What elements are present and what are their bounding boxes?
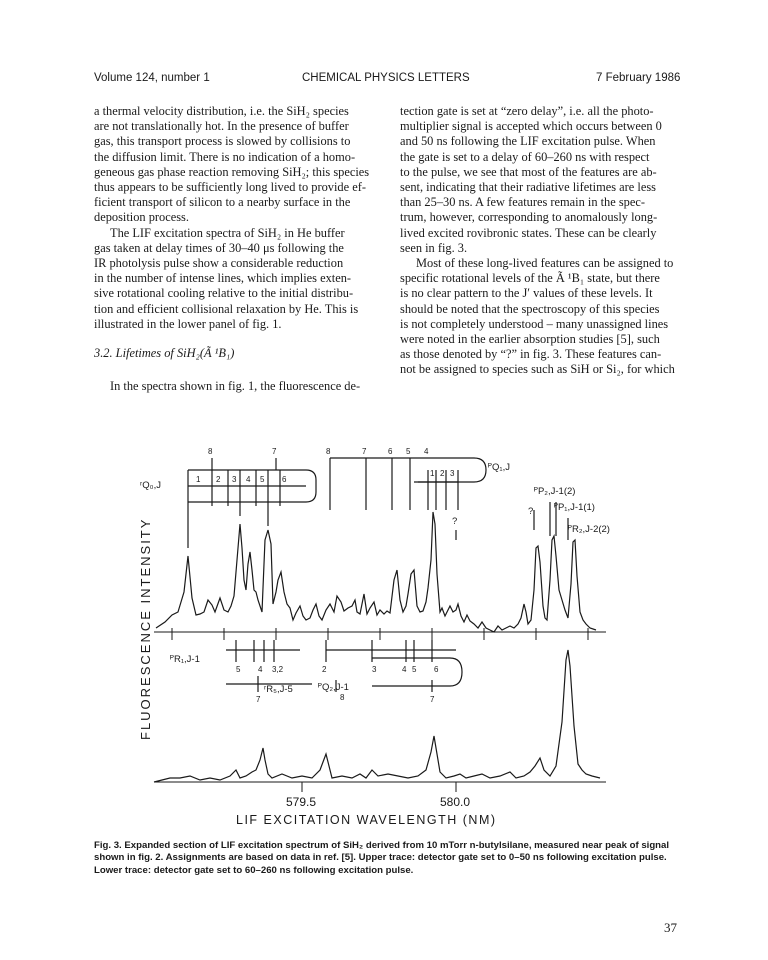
svg-text:2: 2 — [322, 665, 327, 674]
pp1-label: ᴾP₁,J-1(1) — [554, 502, 595, 513]
svg-text:3: 3 — [232, 475, 237, 484]
svg-text:5: 5 — [406, 447, 411, 456]
single-assignment-bars — [456, 502, 568, 540]
svg-text:2: 2 — [216, 475, 221, 484]
right-paragraph-2: Most of these long-lived features can be assigned to specific rotational levels of the Ã ¹B₁ state, but there is no clear pattern to the J′ values of these levels. It should be noted that the spectroscopy of this species is not completely understood – many unassigned lines were noted in the earlier absorption studies [5], such as those denoted by “?” in fig. 3. These features can- not be assigned to species such as SiH or Si₂, for which — [400, 256, 675, 377]
left-paragraph-3: In the spectra shown in fig. 1, the fluorescence de- — [110, 379, 361, 394]
pq-label: ᴾQ₁,J — [488, 462, 510, 473]
page-number: 37 — [664, 920, 677, 935]
svg-text:8: 8 — [340, 693, 345, 702]
volume-info: Volume 124, number 1 — [94, 72, 210, 84]
svg-text:4: 4 — [424, 447, 429, 456]
svg-text:7: 7 — [362, 447, 367, 456]
lower-spectrum-trace — [154, 650, 600, 782]
journal-name: CHEMICAL PHYSICS LETTERS — [302, 72, 470, 84]
question-mark-2: ? — [528, 506, 534, 517]
svg-text:1: 1 — [196, 475, 201, 484]
svg-text:2: 2 — [440, 469, 445, 478]
svg-text:4: 4 — [402, 665, 407, 674]
x-axis-label: LIF EXCITATION WAVELENGTH (NM) — [236, 813, 497, 827]
svg-text:5: 5 — [236, 665, 241, 674]
rq-label: ʳQ₀,J — [140, 480, 161, 491]
left-paragraph-1: a thermal velocity distribution, i.e. the SiH₂ species are not translationally hot. In the presence of buffer gas, this transport process is slowed by collisions to the diffusion limit. There is no indication of a homo- geneous gas phase reaction removing SiH₂; this species thus appears to be sufficiently long lived to provide ef- ficient transport of silicon to a nearby surface in the deposition process. — [94, 104, 370, 225]
svg-text:6: 6 — [388, 447, 393, 456]
svg-text:3: 3 — [450, 469, 455, 478]
pq-assignment-bracket — [330, 458, 486, 510]
rr5-label: ʳR₅,J-5 — [264, 684, 293, 695]
y-axis-label: FLUORESCENCE INTENSITY — [138, 517, 153, 740]
left-paragraph-2: The LIF excitation spectra of SiH₂ in He buffer gas taken at delay times of 30–40 μs following the IR photolysis pulse show a considerable reduction in the number of intense lines, which implies exten- sive rotational cooling relative to the initial distribu- tion and efficient collisional relaxation by He. This is illustrated in the lower panel of fig. 1. — [94, 225, 359, 331]
running-header — [0, 72, 768, 88]
pr2-label: ᴾR₂,J-2(2) — [568, 524, 610, 535]
upper-spectrum-trace — [156, 512, 596, 632]
svg-text:1: 1 — [430, 469, 435, 478]
svg-text:7: 7 — [256, 695, 261, 704]
svg-text:5: 5 — [412, 665, 417, 674]
svg-text:4: 4 — [258, 665, 263, 674]
figure-caption: Fig. 3. Expanded section of LIF excitation spectrum of SiH₂ derived from 10 mTorr n-butylsilane, measured near peak of signal shown in fig. 2. Assignments are based on data in ref. [5]. Upper trace: detector gate set to 0–50 ns following excitation pulse. Lower trace: detector gate set to 60–260 ns following excitation pulse. — [94, 840, 670, 876]
x-tick-label-579-5: 579.5 — [286, 795, 317, 809]
question-mark-1: ? — [452, 516, 458, 527]
level-numbers — [196, 447, 458, 704]
right-column — [400, 104, 690, 378]
svg-text:8: 8 — [326, 447, 331, 456]
pq2-label: ᴾQ₂,J-1 — [318, 682, 349, 693]
left-column — [94, 104, 374, 394]
svg-text:6: 6 — [282, 475, 287, 484]
pr1-label: ᴾR₁,J-1 — [170, 654, 200, 665]
x-tick-label-580-0: 580.0 — [440, 795, 471, 809]
svg-text:3: 3 — [372, 665, 377, 674]
svg-text:8: 8 — [208, 447, 213, 456]
issue-date: 7 February 1986 — [596, 72, 681, 84]
baseline-marker-row — [154, 628, 606, 640]
rq-assignment-bracket — [188, 458, 316, 548]
pp2-label: ᴾP₂,J-1(2) — [534, 486, 576, 497]
lower-assignment-brackets — [226, 640, 462, 692]
svg-text:5: 5 — [260, 475, 265, 484]
svg-text:7: 7 — [430, 695, 435, 704]
right-paragraph-1: tection gate is set at “zero delay”, i.e. all the photo- multiplier signal is accepted which occurs between 0 and 50 ns following the LIF excitation pulse. When the gate is set to a delay of 60–260 ns with respect to the pulse, we see that most of the features are ab- sent, indicating that their radiative lifetimes are less than 25–30 ns. A few features remain in the spec- trum, however, corresponding to anomalously long- lived excited rovibronic states. These can be clearly seen in fig. 3. — [400, 104, 662, 255]
section-heading: 3.2. Lifetimes of SiH₂(Ã ¹B₁) — [94, 346, 235, 361]
svg-text:7: 7 — [272, 447, 277, 456]
svg-text:4: 4 — [246, 475, 251, 484]
svg-text:6: 6 — [434, 665, 439, 674]
svg-text:3,2: 3,2 — [272, 665, 284, 674]
